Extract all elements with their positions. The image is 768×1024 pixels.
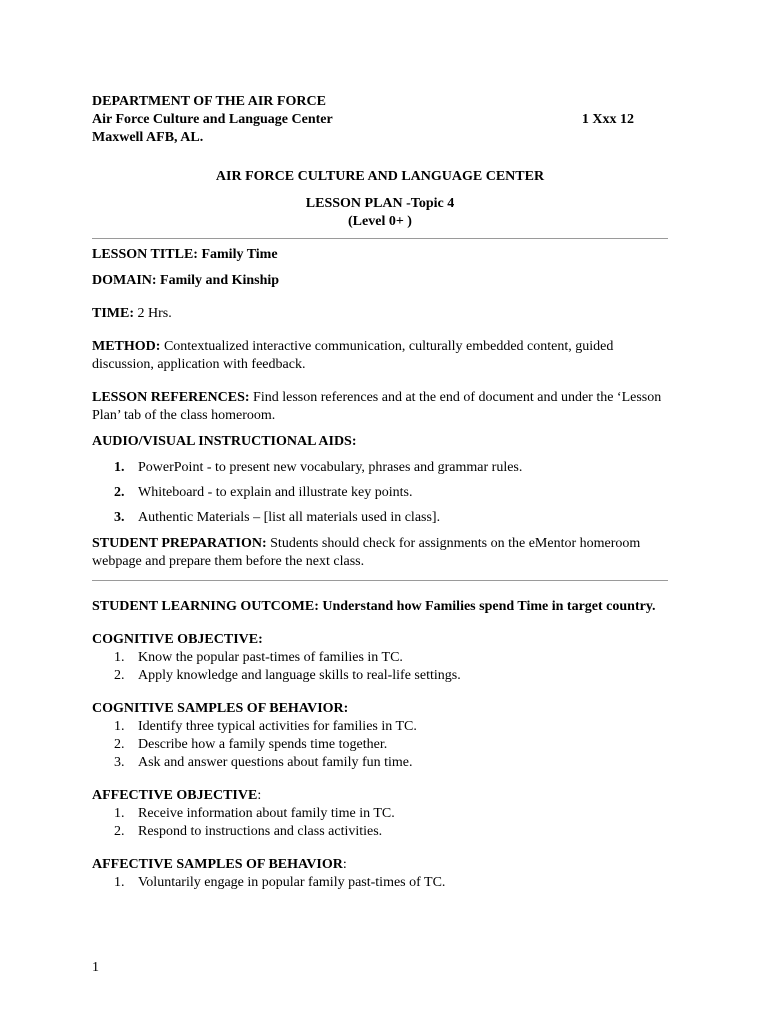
list-item: 1. Know the popular past-times of families in TC. (114, 650, 403, 665)
aids-label: AUDIO/VISUAL INSTRUCTIONAL AIDS: (92, 434, 357, 449)
lesson-title-value: Family Time (197, 247, 278, 262)
affective-behavior-heading: AFFECTIVE SAMPLES OF BEHAVIOR: (92, 857, 347, 872)
list-item: 2. Respond to instructions and class activities. (114, 824, 383, 839)
divider-top (92, 238, 668, 239)
list-item: 1. PowerPoint - to present new vocabulary, phrases and grammar rules. (114, 460, 523, 475)
affective-behavior-list (92, 874, 668, 892)
list-item: 2. Describe how a family spends time together. (114, 737, 388, 752)
list-item: 3. Ask and answer questions about family fun time. (114, 755, 413, 770)
lesson-title-line (92, 246, 668, 264)
method-value: Contextualized interactive communication, culturally embedded content, guided discussion, application with feedback. (92, 339, 614, 372)
preparation-value: Students should check for assignments on the eMentor homeroom webpage and prepare them before the next class. (92, 536, 641, 569)
list-item: 3. Authentic Materials – [list all materials used in class]. (114, 510, 441, 525)
list-item: 2. Whiteboard - to explain and illustrate key points. (114, 485, 413, 500)
time-label: TIME: (92, 306, 134, 321)
preparation-paragraph (92, 535, 668, 571)
method-label: METHOD: (92, 339, 161, 354)
cognitive-behavior-label: COGNITIVE SAMPLES OF BEHAVIOR: (92, 701, 349, 716)
cognitive-objective-list (92, 649, 668, 685)
document-header (92, 93, 668, 147)
department-name: DEPARTMENT OF THE AIR FORCE (92, 94, 326, 109)
divider-middle (92, 580, 668, 581)
lesson-plan-title: LESSON PLAN -Topic 4 (305, 196, 455, 211)
references-label: LESSON REFERENCES: (92, 390, 250, 405)
list-item: 1. Receive information about family time in TC. (114, 806, 395, 821)
domain-label: DOMAIN: (92, 273, 157, 288)
outcome-value: Understand how Families spend Time in target country. (318, 599, 656, 614)
references-paragraph (92, 389, 668, 425)
affective-objective-label: AFFECTIVE OBJECTIVE (92, 788, 258, 803)
aids-list (92, 459, 668, 527)
location: Maxwell AFB, AL. (92, 130, 204, 145)
document-page (92, 93, 668, 892)
outcome-label: STUDENT LEARNING OUTCOME: (92, 599, 319, 614)
center-name: Air Force Culture and Language Center (92, 112, 333, 127)
document-code: 1 Xxx 12 (581, 112, 634, 127)
learning-outcome (92, 596, 668, 617)
level-label: (Level 0+ ) (348, 214, 412, 229)
method-paragraph (92, 338, 668, 374)
time-line (92, 305, 668, 323)
affective-objective-heading: AFFECTIVE OBJECTIVE: (92, 788, 262, 803)
references-value: Find lesson references and at the end of document and under the ‘Lesson Plan’ tab of the class homeroom. (92, 390, 662, 423)
cognitive-behavior-list (92, 718, 668, 772)
list-item: 2. Apply knowledge and language skills to real-life settings. (114, 668, 461, 683)
list-item: 1. Identify three typical activities for families in TC. (114, 719, 417, 734)
affective-objective-list (92, 805, 668, 841)
page-number: 1 (92, 960, 99, 975)
list-item: 1. Voluntarily engage in popular family past-times of TC. (114, 875, 446, 890)
org-title: AIR FORCE CULTURE AND LANGUAGE CENTER (215, 169, 545, 184)
domain-line (92, 272, 668, 290)
preparation-label: STUDENT PREPARATION: (92, 536, 267, 551)
domain-value: Family and Kinship (156, 273, 280, 288)
time-value: 2 Hrs. (134, 306, 172, 321)
lesson-title-label: LESSON TITLE: (92, 247, 198, 262)
cognitive-objective-label: COGNITIVE OBJECTIVE: (92, 632, 263, 647)
affective-behavior-label: AFFECTIVE SAMPLES OF BEHAVIOR (92, 857, 343, 872)
